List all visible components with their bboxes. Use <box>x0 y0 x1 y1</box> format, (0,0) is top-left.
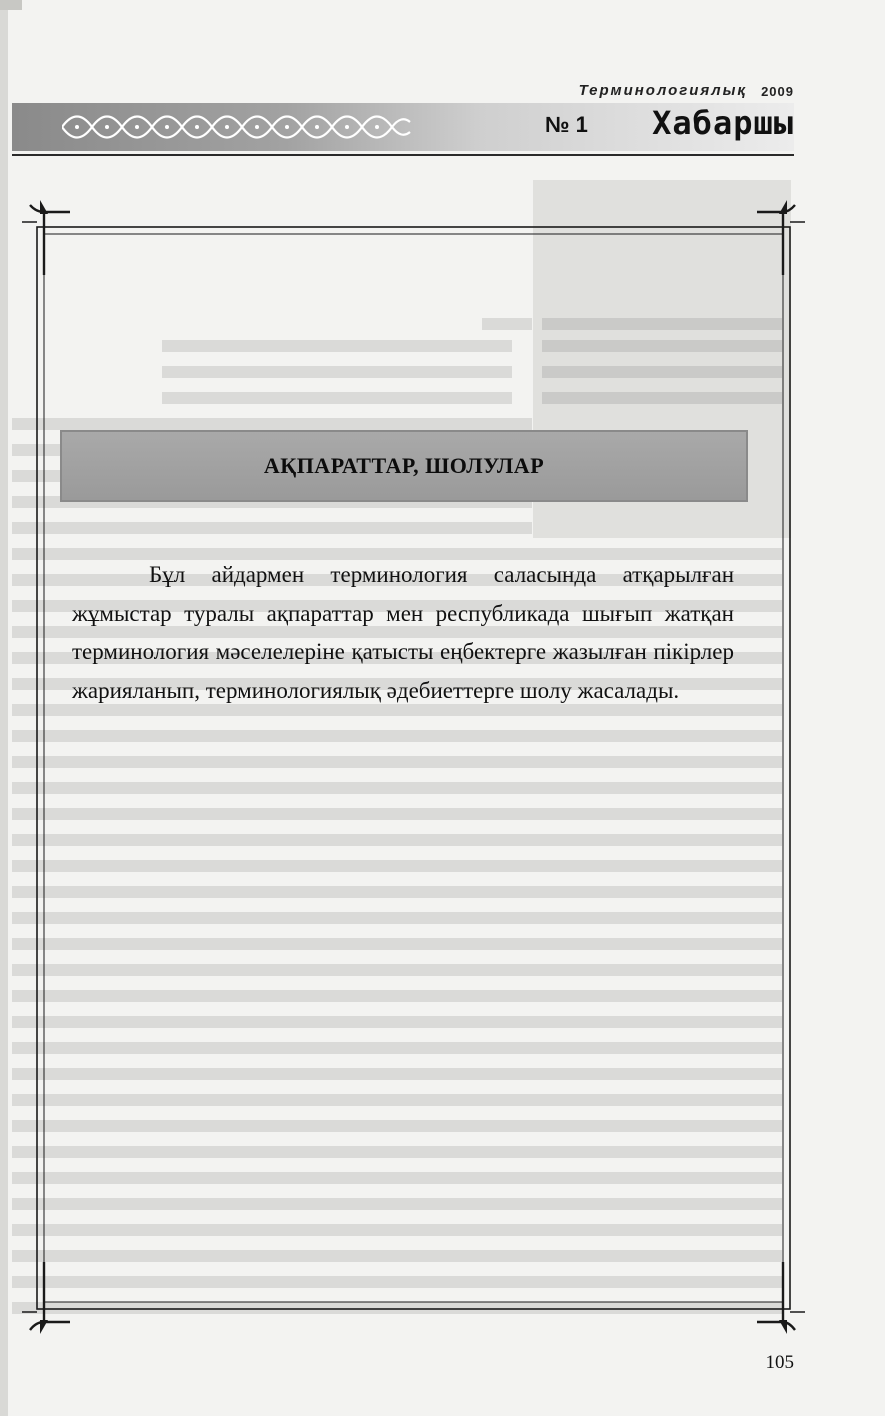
series-title-line <box>579 82 747 99</box>
issue-number: № 1 <box>545 112 588 137</box>
section-title-bar <box>60 430 748 502</box>
ornament-icon <box>62 108 412 146</box>
page-number: 105 <box>765 1352 794 1373</box>
year: 2009 <box>761 84 794 99</box>
scan-corner <box>0 0 22 10</box>
show-through-lines <box>12 190 794 1325</box>
section-title: АҚПАРАТТАР, ШОЛУЛАР <box>263 453 545 478</box>
header-rule <box>12 154 794 156</box>
series-title: Терминологиялық <box>578 82 747 99</box>
scan-edge <box>0 0 8 1416</box>
journal-name: Хабаршы <box>652 104 794 142</box>
show-through-texture <box>12 190 794 1325</box>
section-description: Бұл айдармен терминология саласында атқарылған жұмыстар туралы ақпараттар мен республикада шығып жатқан терминология мәселелеріне қатысты еңбектерге жазылған пікірлер жарияланып, терминологиялық әдебиеттерге шолу жасалады. <box>72 562 734 703</box>
